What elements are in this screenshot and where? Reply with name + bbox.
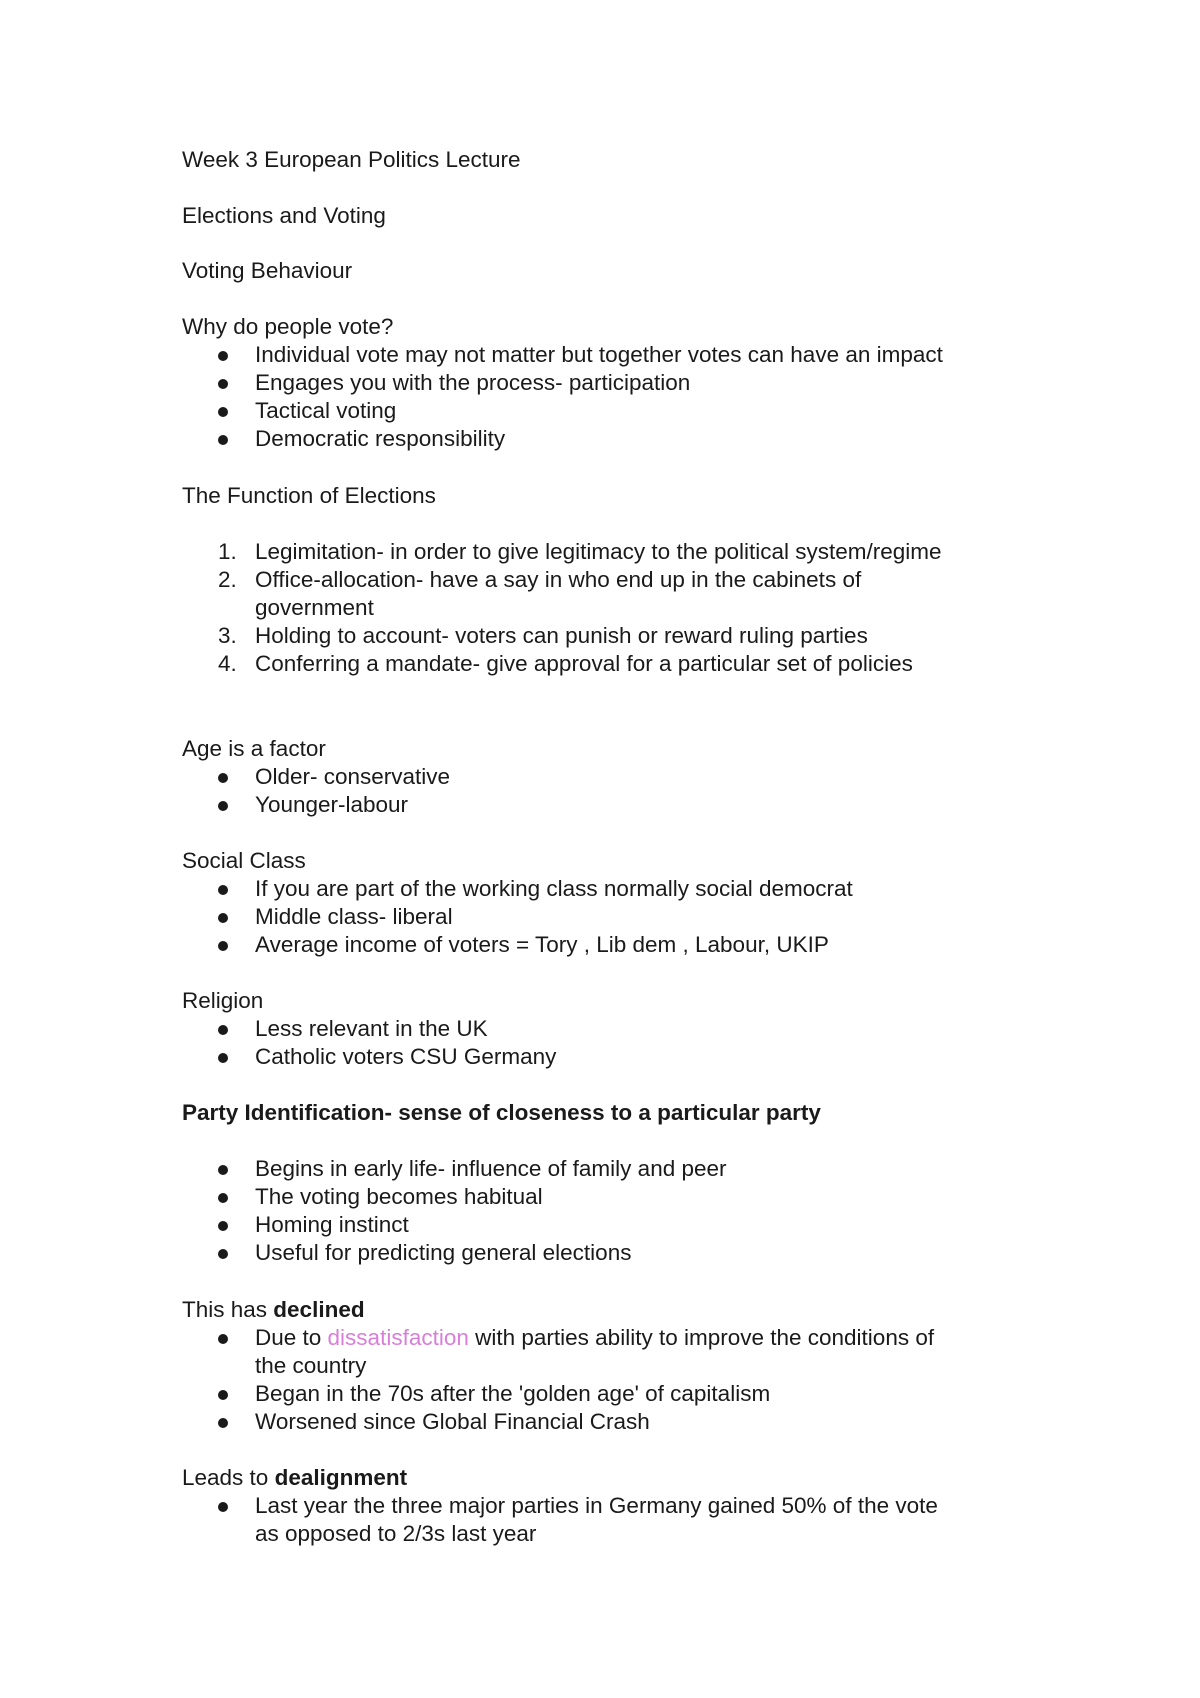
list-item: Catholic voters CSU Germany	[255, 1044, 557, 1069]
list-item: Begins in early life- influence of family and peer	[255, 1156, 727, 1181]
religion-heading: Religion	[182, 988, 264, 1013]
bullet-icon	[218, 379, 228, 389]
list-item: Middle class- liberal	[255, 904, 453, 929]
bullet-icon	[218, 773, 228, 783]
list-number: 1.	[218, 539, 237, 564]
list-item: The voting becomes habitual	[255, 1184, 543, 1209]
bullet-icon	[218, 1193, 228, 1203]
list-number: 4.	[218, 651, 237, 676]
list-item: Individual vote may not matter but together votes can have an impact	[255, 342, 943, 367]
bullet-icon	[218, 1502, 228, 1512]
bullet-icon	[218, 1165, 228, 1175]
list-item: Older- conservative	[255, 764, 451, 789]
list-item-continuation: the country	[255, 1353, 367, 1378]
party-identification-heading: Party Identification- sense of closeness to a particular party	[182, 1100, 821, 1125]
list-item: Engages you with the process- participation	[255, 370, 691, 395]
bullet-icon	[218, 1025, 228, 1035]
list-number: 3.	[218, 623, 237, 648]
section-heading-voting-behaviour: Voting Behaviour	[182, 258, 353, 283]
declined-keyword: declined	[273, 1297, 365, 1322]
declined-lead: This has	[182, 1297, 274, 1322]
list-item: If you are part of the working class normally social democrat	[255, 876, 853, 901]
functions-heading: The Function of Elections	[182, 483, 436, 508]
bullet-icon	[218, 1249, 228, 1259]
list-item-continuation: as opposed to 2/3s last year	[255, 1521, 537, 1546]
bullet-icon	[218, 1053, 228, 1063]
bullet-icon	[218, 435, 228, 445]
list-item: Began in the 70s after the 'golden age' of capitalism	[255, 1381, 771, 1406]
list-item: Less relevant in the UK	[255, 1016, 488, 1041]
list-item: Worsened since Global Financial Crash	[255, 1409, 650, 1434]
bullet-icon	[218, 941, 228, 951]
document-subtitle: Elections and Voting	[182, 203, 386, 228]
numbered-item: Conferring a mandate- give approval for a particular set of policies	[255, 651, 913, 676]
list-item: Younger-labour	[255, 792, 409, 817]
list-item	[255, 1324, 934, 1352]
bullet-icon	[218, 885, 228, 895]
why-vote-heading: Why do people vote?	[182, 314, 394, 339]
bullet-icon	[218, 913, 228, 923]
social-class-heading: Social Class	[182, 848, 306, 873]
list-item: Useful for predicting general elections	[255, 1240, 632, 1265]
document-title: Week 3 European Politics Lecture	[182, 147, 521, 172]
list-item: Democratic responsibility	[255, 426, 506, 451]
list-item-text: Due to	[255, 1325, 328, 1350]
numbered-item: Office-allocation- have a say in who end up in the cabinets of	[255, 567, 862, 592]
dealignment-heading	[182, 1464, 407, 1492]
bullet-icon	[218, 801, 228, 811]
list-item: Last year the three major parties in Germany gained 50% of the vote	[255, 1493, 938, 1518]
list-item: Tactical voting	[255, 398, 397, 423]
list-item-text: with parties ability to improve the conditions of	[468, 1325, 935, 1350]
dealignment-keyword: dealignment	[274, 1465, 408, 1490]
list-number: 2.	[218, 567, 237, 592]
bullet-icon	[218, 1221, 228, 1231]
bullet-icon	[218, 351, 228, 361]
bullet-icon	[218, 407, 228, 417]
list-item: Average income of voters = Tory , Lib dem , Labour, UKIP	[255, 932, 829, 957]
dealignment-lead: Leads to	[182, 1465, 275, 1490]
bullet-icon	[218, 1390, 228, 1400]
numbered-item: Holding to account- voters can punish or reward ruling parties	[255, 623, 868, 648]
bullet-icon	[218, 1418, 228, 1428]
bullet-icon	[218, 1334, 228, 1344]
highlighted-text: dissatisfaction	[327, 1325, 469, 1350]
list-item: Homing instinct	[255, 1212, 409, 1237]
numbered-item: Legimitation- in order to give legitimacy to the political system/regime	[255, 539, 942, 564]
age-heading: Age is a factor	[182, 736, 326, 761]
numbered-item-continuation: government	[255, 595, 374, 620]
declined-heading	[182, 1296, 365, 1324]
